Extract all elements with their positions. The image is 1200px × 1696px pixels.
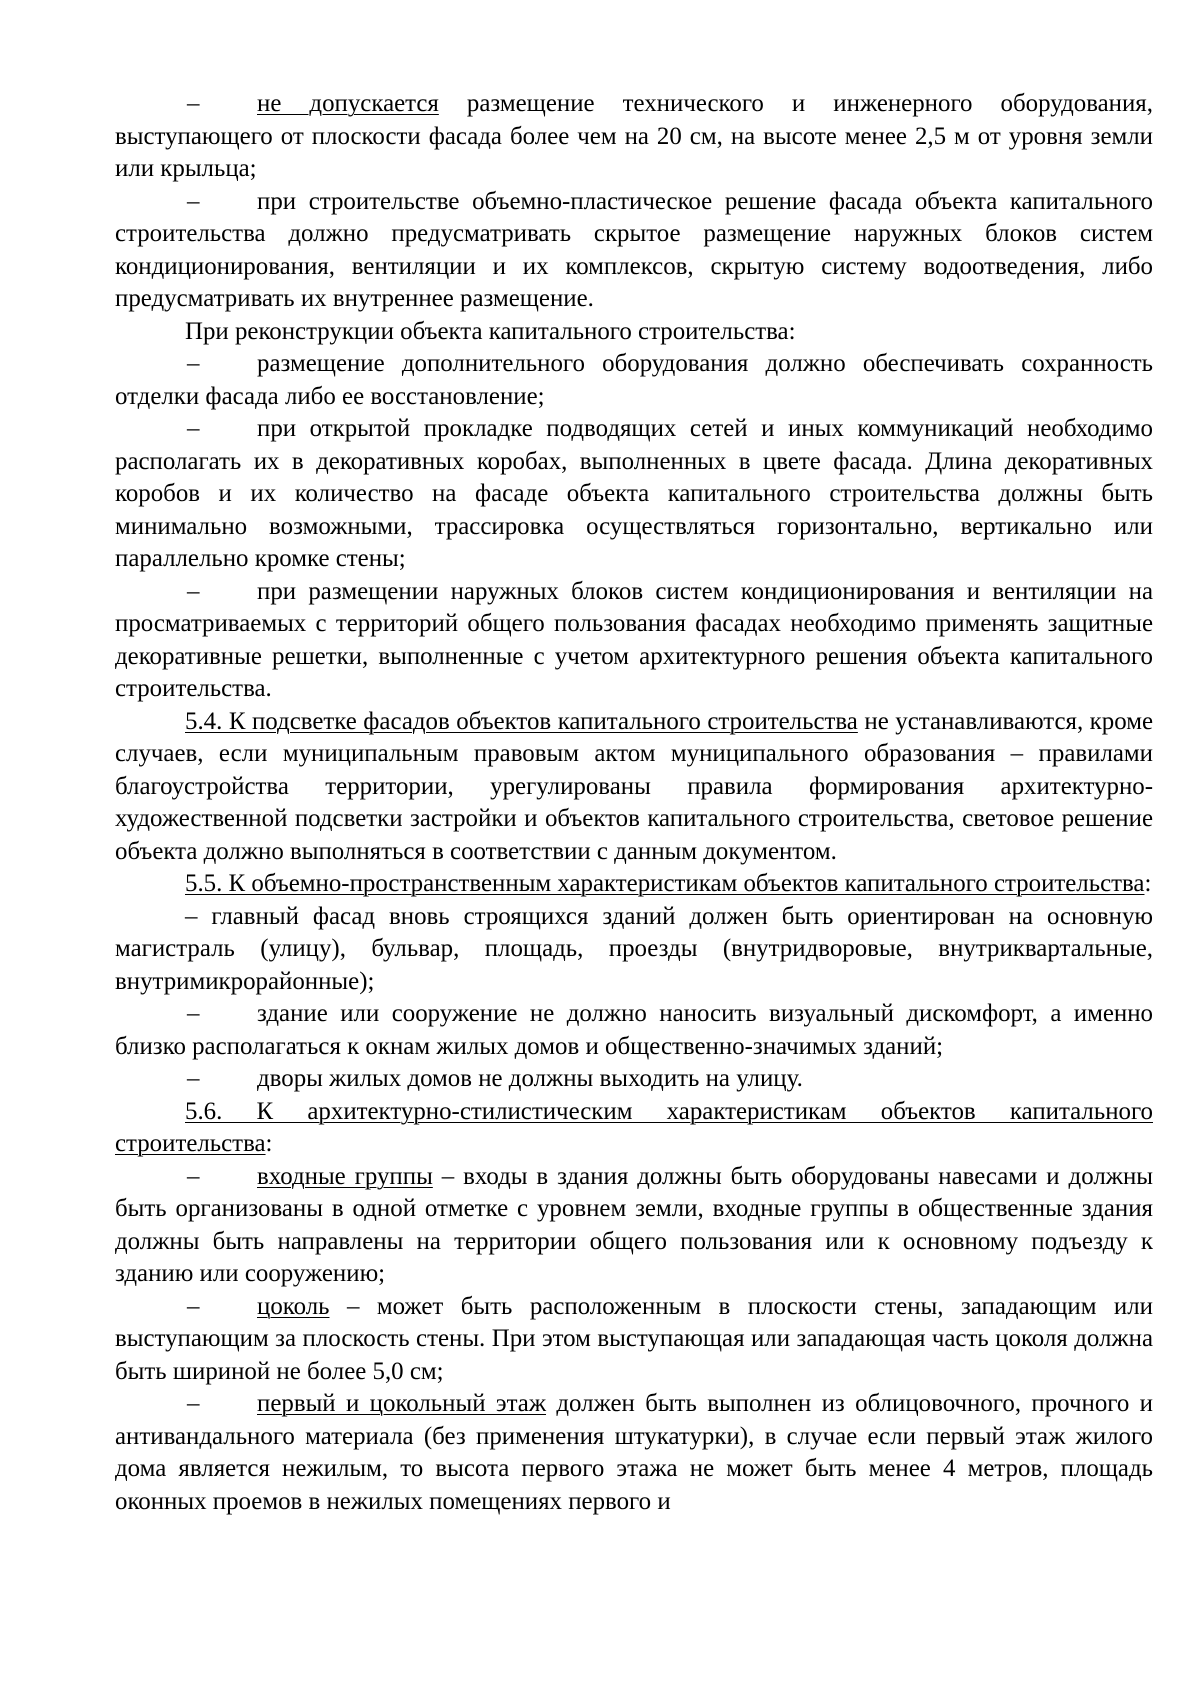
paragraph-text: при строительстве объемно-пластическое решение фасада объекта капитального строительства должно предусматривать скрытое размещение наружных блоков систем кондиционирования, вентиляции и их комплексов, скрытую систему водоотведения, либо предусматривать их внутреннее размещение. [115, 187, 1153, 312]
paragraph-9 [115, 901, 1153, 999]
paragraph-4 [115, 348, 1153, 413]
dash-marker: – [187, 350, 200, 377]
underlined-phrase: не допускается [257, 90, 439, 117]
section-5-4 [115, 706, 1153, 869]
paragraph-3 [115, 316, 1153, 349]
paragraph-5 [115, 413, 1153, 576]
paragraph-11 [115, 1063, 1153, 1096]
paragraph-text: должен быть выполнен из облицовочного, прочного и антивандального материала (без применения штукатурки), в случае если первый этаж жилого дома является нежилым, то высота первого этажа не может быть менее 4 метров, площадь оконных проемов в нежилых помещениях первого и [115, 1390, 1153, 1515]
section-heading: 5.6. К архитектурно-стилистическим характеристикам объектов капитального строительства [115, 1097, 1153, 1157]
underlined-term: цоколь [257, 1292, 330, 1320]
dash-marker: – [187, 1292, 200, 1320]
paragraph-text: – главный фасад вновь строящихся зданий должен быть ориентирован на основную магистраль (улицу), бульвар, площадь, проезды (внутридворовые, внутриквартальные, внутримикрорайонные); [115, 902, 1153, 995]
section-5-6 [115, 1096, 1153, 1161]
paragraph-text: : [1144, 870, 1152, 897]
section-heading: 5.5. К объемно-пространственным характеристикам объектов капитального строительства [185, 870, 1145, 897]
section-heading: 5.4. К подсветке фасадов объектов капитального строительства [185, 707, 858, 735]
paragraph-6 [115, 576, 1153, 706]
paragraph-text: здание или сооружение не должно наносить визуальный дискомфорт, а именно близко располагаться к окнам жилых домов и общественно-значимых зданий; [115, 1000, 1153, 1060]
dash-marker: – [187, 577, 200, 605]
underlined-term: первый и цокольный этаж [257, 1390, 547, 1417]
paragraph-14 [115, 1291, 1153, 1389]
paragraph-15 [115, 1388, 1153, 1518]
paragraph-text: не устанавливаются, кроме случаев, если муниципальным правовым актом муниципального образования – правилами благоустройства территории, урегулированы правила формирования архитектурно-художественной подсветки застройки и объектов капитального строительства, световое решение объекта должно выполняться в соответствии с данным документом. [115, 707, 1153, 865]
dash-marker: – [187, 1162, 200, 1190]
paragraph-text: : [265, 1130, 273, 1157]
paragraph-13 [115, 1161, 1153, 1291]
dash-marker: – [187, 1390, 200, 1417]
paragraph-2 [115, 186, 1153, 316]
dash-marker: – [187, 187, 200, 215]
underlined-term: входные группы [257, 1162, 433, 1190]
dash-marker: – [187, 1065, 200, 1092]
paragraph-text: – может быть расположенным в плоскости стены, западающим или выступающим за плоскость стены. При этом выступающая или западающая часть цоколя должна быть шириной не более 5,0 см; [115, 1292, 1153, 1385]
paragraph-text: размещение дополнительного оборудования должно обеспечивать сохранность отделки фасада либо ее восстановление; [115, 350, 1153, 410]
paragraph-text: при размещении наружных блоков систем кондиционирования и вентиляции на просматриваемых с территорий общего пользования фасадах необходимо применять защитные декоративные решетки, выполненные с учетом архитектурного решения объекта капитального строительства. [115, 577, 1153, 702]
section-5-5 [115, 868, 1153, 901]
paragraph-text: размещение технического и инженерного оборудования, выступающего от плоскости фасада более чем на 20 см, на высоте менее 2,5 м от уровня земли или крыльца; [115, 90, 1153, 182]
paragraph-text: дворы жилых домов не должны выходить на улицу. [257, 1065, 803, 1092]
paragraph-10 [115, 998, 1153, 1063]
paragraph-1 [115, 88, 1153, 186]
dash-marker: – [187, 1000, 200, 1027]
paragraph-text: при открытой прокладке подводящих сетей и иных коммуникаций необходимо располагать их в декоративных коробах, выполненных в цвете фасада. Длина декоративных коробов и их количество на фасаде объекта капитального строительства должны быть минимально возможными, трассировка осуществляться горизонтально, вертикально или параллельно кромке стены; [115, 415, 1153, 572]
dash-marker: – [187, 90, 200, 117]
dash-marker: – [187, 415, 200, 442]
paragraph-text: При реконструкции объекта капитального строительства: [185, 317, 796, 345]
paragraph-text: – входы в здания должны быть оборудованы навесами и должны быть организованы в одной отметке с уровнем земли, входные группы в общественные здания должны быть направлены на территории общего пользования или к основному подъезду к зданию или сооружению; [115, 1162, 1153, 1287]
